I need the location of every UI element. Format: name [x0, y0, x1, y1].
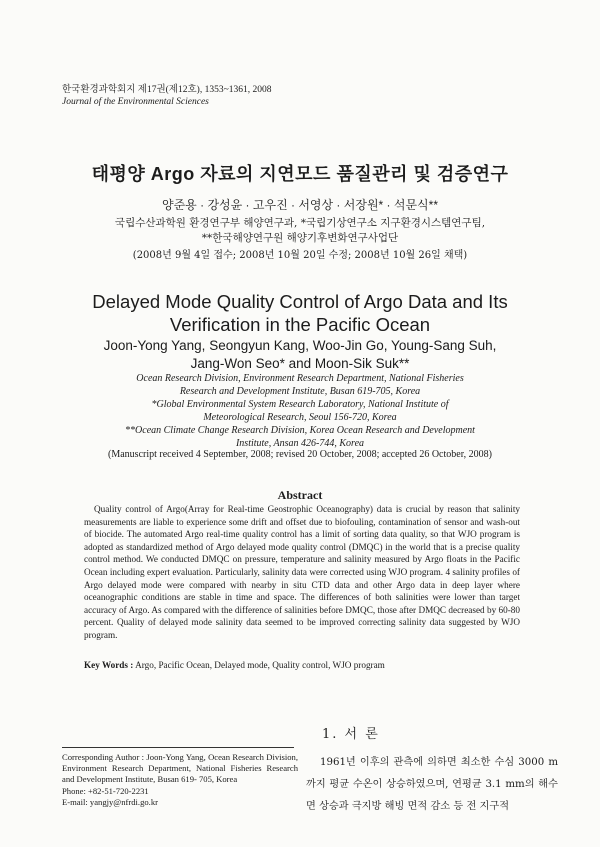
journal-name: Journal of the Environmental Sciences — [62, 97, 209, 107]
english-affiliation-line: *Global Environmental System Research Laboratory, National Institute of — [151, 399, 449, 410]
english-affiliation-line: Ocean Research Division, Environment Research Department, National Fisheries — [136, 373, 464, 384]
english-authors-line: Jang-Won Seo* and Moon-Sik Suk** — [190, 356, 410, 371]
abstract-heading: Abstract — [277, 488, 323, 502]
english-authors-line: Joon-Yong Yang, Seongyun Kang, Woo-Jin Go, Young-Sang Suh, — [103, 338, 497, 353]
korean-affiliations — [0, 216, 600, 246]
footnote-email: E-mail: yangjy@nfrdi.go.kr — [62, 796, 158, 807]
abstract-body: Quality control of Argo(Array for Real-time Geostrophic Oceanography) data is crucial by reason that salinity measurements are liable to experience some drift and offset due to biofouling, contamination of sensor and wash-out of biocide. The automated Argo real-time quality control has a limit of sorting data quality, so that WJO program is adopted as standardized method of Argo delayed mode quality control (DMQC) in the world that is a precise quality control method. We conducted DMQC on pressure, temperature and salinity measured by Argo floats in the Pacific Ocean including expert evaluation. Particularly, salinity data were corrected using WJO program. 4 salinity profiles of Argo delayed mode were compared with nearby in situ CTD data and other Argo data in deep layer where oceanographic conditions are stable in time and space. The differences of both salinities were lower than target accuracy of Argo. As compared with the difference of salinities before DMQC, those after DMQC decreased by 60-80 percent. Quality of delayed mode salinity data seemed to be improved correcting salinity data suggested by WJO program. — [84, 504, 520, 640]
korean-affiliation-line: 국립수산과학원 환경연구부 해양연구과, *국립기상연구소 지구환경시스템연구팀, — [114, 217, 486, 229]
korean-received-dates: (2008년 9월 4일 접수; 2008년 10월 20일 수정; 2008년 10월 26일 채택) — [132, 250, 468, 261]
keywords-list: Argo, Pacific Ocean, Delayed mode, Quality control, WJO program — [135, 660, 385, 670]
english-title-line: Delayed Mode Quality Control of Argo Data and Its — [92, 291, 508, 312]
corresponding-author-footnote — [62, 752, 298, 808]
korean-affiliation-line: **한국해양연구원 해양기후변화연구사업단 — [201, 232, 399, 244]
introduction-body: 1961년 이후의 관측에 의하면 최소한 수심 3000 m까지 평균 수온이 상승하였으며, 연평균 3.1 mm의 해수면 상승과 극지방 해빙 면적 감소 등 전 지구적 — [306, 757, 558, 812]
english-affiliations — [0, 372, 600, 450]
english-affiliation-line: Institute, Ansan 426-744, Korea — [235, 438, 365, 449]
english-title — [0, 290, 600, 336]
keywords-label: Key Words : — [84, 660, 134, 670]
english-authors — [0, 337, 600, 373]
footnote-author: Corresponding Author : Joon-Yong Yang, Ocean Research Division, Environment Research Department, National Fisheries Research and Development Institute, Busan 619- 705, Korea — [62, 752, 298, 785]
introduction-heading: 1. 서 론 — [322, 727, 380, 742]
journal-citation: 한국환경과학회지 제17권(제12호), 1353~1361, 2008 — [62, 85, 272, 95]
korean-authors: 양준용 · 강성윤 · 고우진 · 서영상 · 서장원* · 석문식** — [162, 198, 438, 212]
keywords — [84, 660, 524, 670]
english-affiliation-line: Research and Development Institute, Busan 619-705, Korea — [179, 386, 421, 397]
english-affiliation-line: Meteorological Research, Seoul 156-720, Korea — [203, 412, 397, 423]
footnote-phone: Phone: +82-51-720-2231 — [62, 785, 149, 796]
english-affiliation-line: **Ocean Climate Change Research Division, Korea Ocean Research and Development — [125, 425, 475, 436]
manuscript-dates: (Manuscript received 4 September, 2008; revised 20 October, 2008; accepted 26 October, 2008) — [108, 449, 492, 460]
english-title-line: Verification in the Pacific Ocean — [169, 314, 431, 335]
korean-title: 태평양 Argo 자료의 지연모드 품질관리 및 검증연구 — [91, 164, 509, 184]
journal-header — [62, 84, 271, 108]
footnote-divider — [62, 747, 294, 748]
